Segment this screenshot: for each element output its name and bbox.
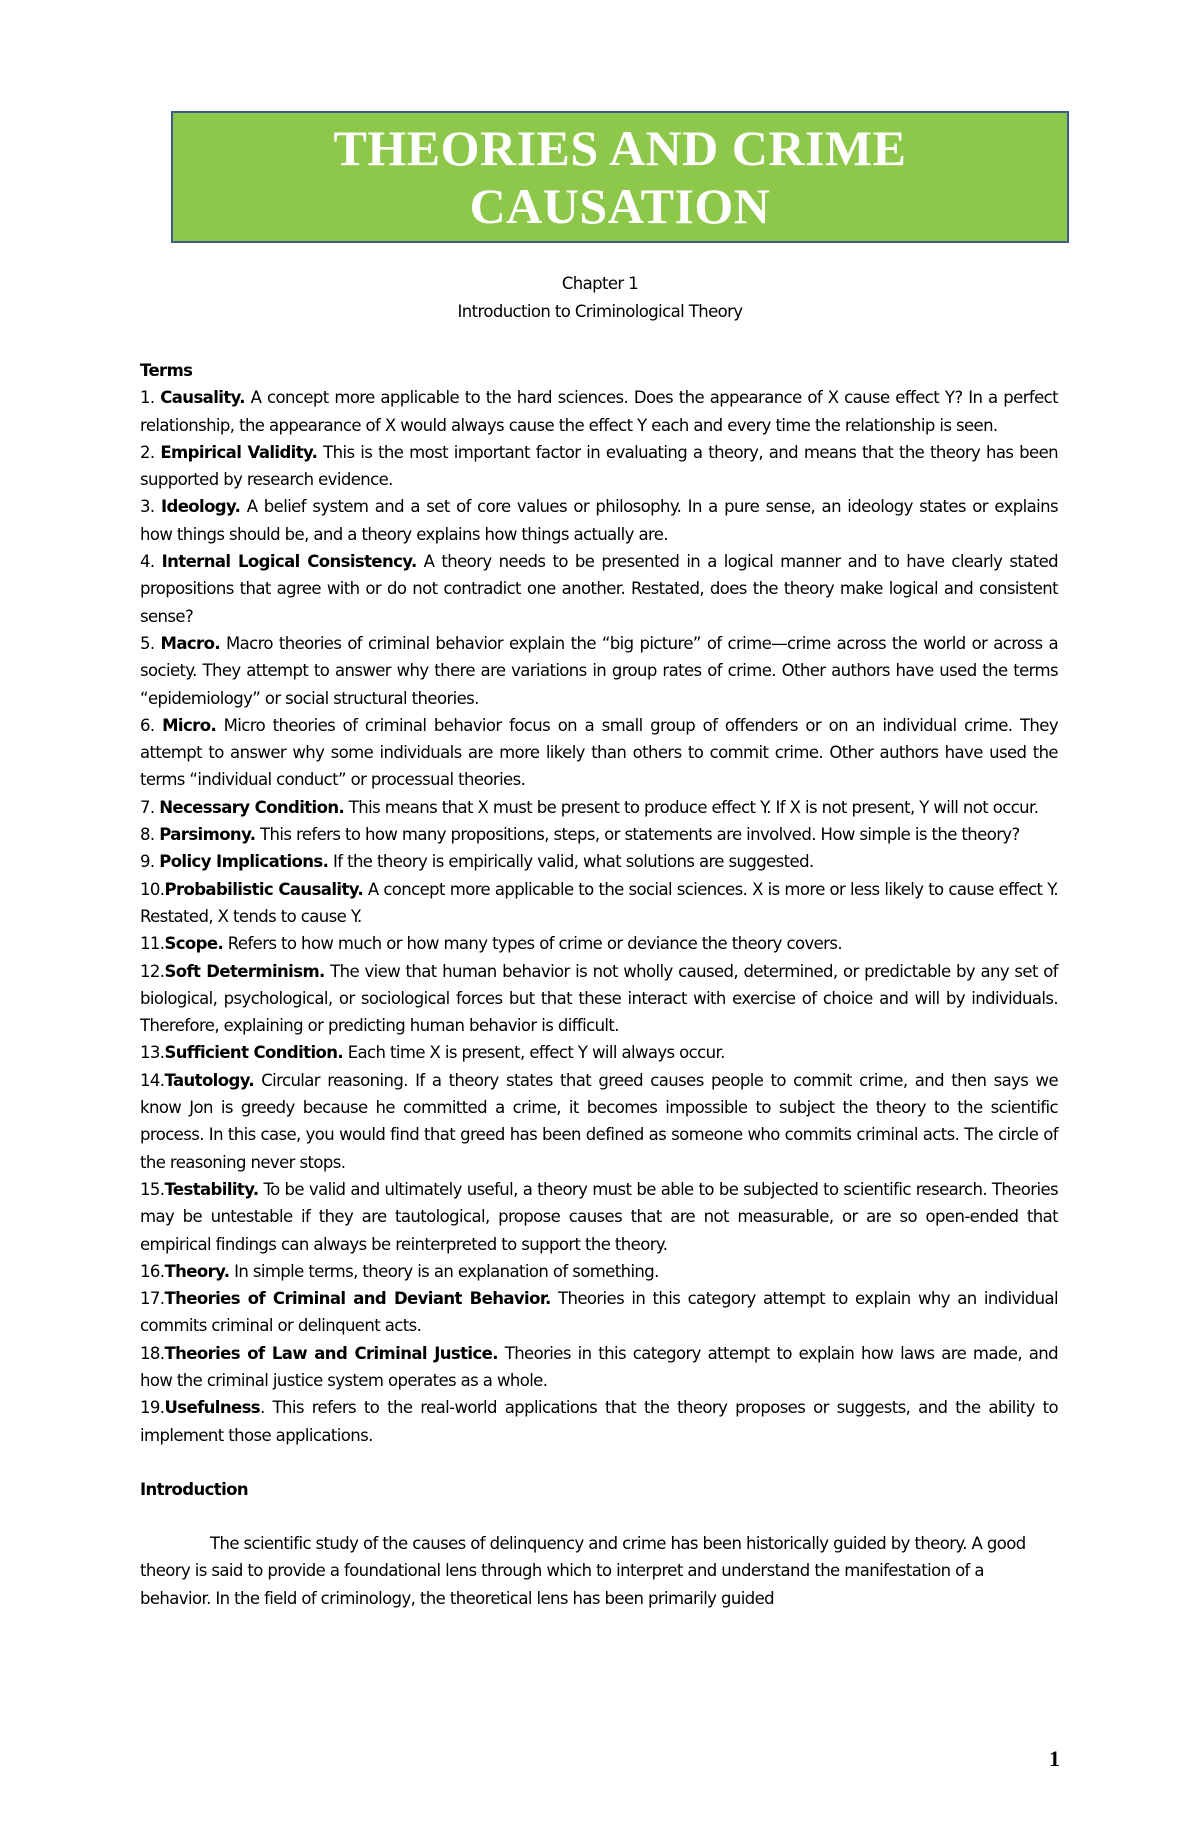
term-number: 8.: [140, 825, 160, 845]
term-number: 11.: [140, 934, 165, 954]
term-number: 14.: [140, 1070, 165, 1090]
chapter-subtitle: Introduction to Criminological Theory: [457, 302, 743, 321]
document-title-banner: [171, 111, 1069, 243]
term-item: [140, 712, 1058, 794]
term-definition: Refers to how much or how many types of crime or deviance the theory covers.: [223, 934, 842, 954]
term-item: [140, 958, 1058, 1040]
term-definition: The view that human behavior is not wholly caused, determined, or predictable by any set of biological, psychological, or sociological forces but that these interact with exercise of choice and will by individuals. Therefore, explaining or predicting human behavior is difficult.: [140, 961, 1058, 1036]
term-item: [140, 876, 1058, 931]
chapter-label: Chapter 1: [561, 274, 639, 293]
term-number: 7.: [140, 797, 160, 817]
term-definition: In simple terms, theory is an explanation of something.: [229, 1261, 659, 1281]
term-definition: A concept more applicable to the social sciences. X is more or less likely to cause effect Y. Restated, X tends to cause Y.: [140, 879, 1058, 926]
term-item: [140, 1258, 1058, 1285]
term-name: Probabilistic Causality.: [164, 879, 364, 899]
term-name: Parsimony.: [159, 825, 256, 845]
term-name: Necessary Condition.: [159, 797, 345, 817]
term-name: Ideology.: [160, 497, 241, 517]
term-number: 3.: [140, 497, 161, 517]
term-item: [140, 848, 1058, 875]
term-definition: A theory needs to be presented in a logical manner and to have clearly stated propositions that agree with or do not contradict one another. Restated, does the theory make logical and consistent sense?: [140, 552, 1058, 626]
term-item: [140, 794, 1058, 821]
term-number: 19.: [140, 1398, 165, 1418]
term-definition: To be valid and ultimately useful, a theory must be able to be subjected to scientific research. Theories may be untestable if they are tautological, propose causes that are not measurable, or are so open-ended that empirical findings can always be reinterpreted to support the theory.: [140, 1179, 1058, 1254]
term-number: 10.: [140, 879, 165, 899]
term-number: 4.: [140, 552, 162, 572]
terms-list: [140, 384, 1058, 1449]
term-number: 13.: [140, 1043, 165, 1063]
term-number: 6.: [140, 715, 163, 735]
term-definition: Theories in this category attempt to explain how laws are made, and how the criminal justice system operates as a whole.: [140, 1343, 1059, 1390]
term-name: Tautology.: [164, 1070, 254, 1090]
term-name: Theory.: [164, 1261, 230, 1281]
term-name: Soft Determinism.: [164, 961, 325, 981]
term-number: 18.: [140, 1343, 165, 1363]
term-definition: Theories in this category attempt to explain why an individual commits criminal or delinquent acts.: [140, 1289, 1058, 1336]
term-name: Policy Implications.: [159, 852, 329, 872]
term-number: 17.: [140, 1289, 165, 1309]
term-name: Empirical Validity.: [160, 442, 318, 462]
term-definition: A belief system and a set of core values or philosophy. In a pure sense, an ideology states or explains how things should be, and a theory explains how things actually are.: [140, 497, 1058, 544]
term-definition: This is the most important factor in evaluating a theory, and means that the theory has been supported by research evidence.: [140, 442, 1058, 490]
document-body: [140, 357, 1058, 1612]
term-definition: This refers to how many propositions, steps, or statements are involved. How simple is the theory?: [255, 825, 1020, 845]
term-item: [140, 384, 1058, 439]
term-number: 12.: [140, 961, 165, 981]
title-line-1: THEORIES AND CRIME: [333, 120, 907, 176]
term-item: [140, 548, 1058, 630]
term-item: [140, 1394, 1058, 1449]
term-item: [140, 1176, 1058, 1258]
term-definition: Micro theories of criminal behavior focus on a small group of offenders or on an individual crime. They attempt to answer why some individuals are more likely than others to commit crime. Other authors have used the terms “individual conduct” or processual theories.: [140, 715, 1058, 790]
term-name: Theories of Law and Criminal Justice.: [164, 1343, 498, 1363]
term-definition: Each time X is present, effect Y will always occur.: [343, 1043, 725, 1063]
term-definition: A concept more applicable to the hard sciences. Does the appearance of X cause effect Y? In a perfect relationship, the appearance of X would always cause the effect Y each and every time the relationship is seen.: [140, 388, 1058, 435]
introduction-heading: Introduction: [140, 1479, 249, 1499]
term-definition: Macro theories of criminal behavior explain the “big picture” of crime—crime across the world or across a society. They attempt to answer why there are variations in group rates of crime. Other authors have used the terms “epidemiology” or social structural theories.: [140, 633, 1058, 708]
term-definition: If the theory is empirically valid, what solutions are suggested.: [328, 852, 814, 872]
term-definition: This means that X must be present to produce effect Y. If X is not present, Y will not occur.: [344, 797, 1039, 817]
term-name: Sufficient Condition.: [164, 1043, 344, 1063]
term-definition: . This refers to the real-world applications that the theory proposes or suggests, and the ability to implement those applications.: [140, 1398, 1058, 1445]
term-number: 9.: [140, 852, 160, 872]
term-name: Testability.: [164, 1179, 259, 1199]
term-number: 2.: [140, 442, 161, 462]
term-name: Theories of Criminal and Deviant Behavior.: [164, 1289, 551, 1309]
term-item: [140, 1285, 1058, 1340]
term-item: [140, 630, 1058, 712]
term-name: Internal Logical Consistency.: [161, 552, 417, 572]
title-line-2: CAUSATION: [469, 178, 771, 234]
term-item: [140, 930, 1058, 957]
term-number: 5.: [140, 633, 161, 653]
term-item: [140, 821, 1058, 848]
term-name: Scope.: [164, 934, 224, 954]
terms-heading: Terms: [140, 361, 193, 380]
term-item: [140, 1340, 1058, 1395]
term-name: Macro.: [160, 633, 220, 653]
term-definition: Circular reasoning. If a theory states that greed causes people to commit crime, and then says we know Jon is greedy because he committed a crime, it becomes impossible to subject the theory to the scientific process. In this case, you would find that greed has been defined as someone who commits criminal acts. The circle of the reasoning never stops.: [140, 1070, 1058, 1172]
term-number: 16.: [140, 1261, 165, 1281]
term-name: Causality.: [160, 388, 245, 408]
page-number: 1: [1049, 1746, 1060, 1771]
term-item: [140, 493, 1058, 548]
introduction-paragraph: The scientific study of the causes of delinquency and crime has been historically guided by theory. A good theory is said to provide a foundational lens through which to interpret and understand the manifestation of a behavior. In the field of criminology, the theoretical lens has been primarily guided: [140, 1534, 1026, 1608]
term-item: [140, 1039, 1058, 1066]
term-number: 1.: [140, 388, 161, 408]
term-number: 15.: [140, 1179, 165, 1199]
term-item: [140, 439, 1058, 494]
term-name: Micro.: [162, 715, 217, 735]
term-name: Usefulness: [164, 1398, 261, 1418]
term-item: [140, 1067, 1058, 1176]
